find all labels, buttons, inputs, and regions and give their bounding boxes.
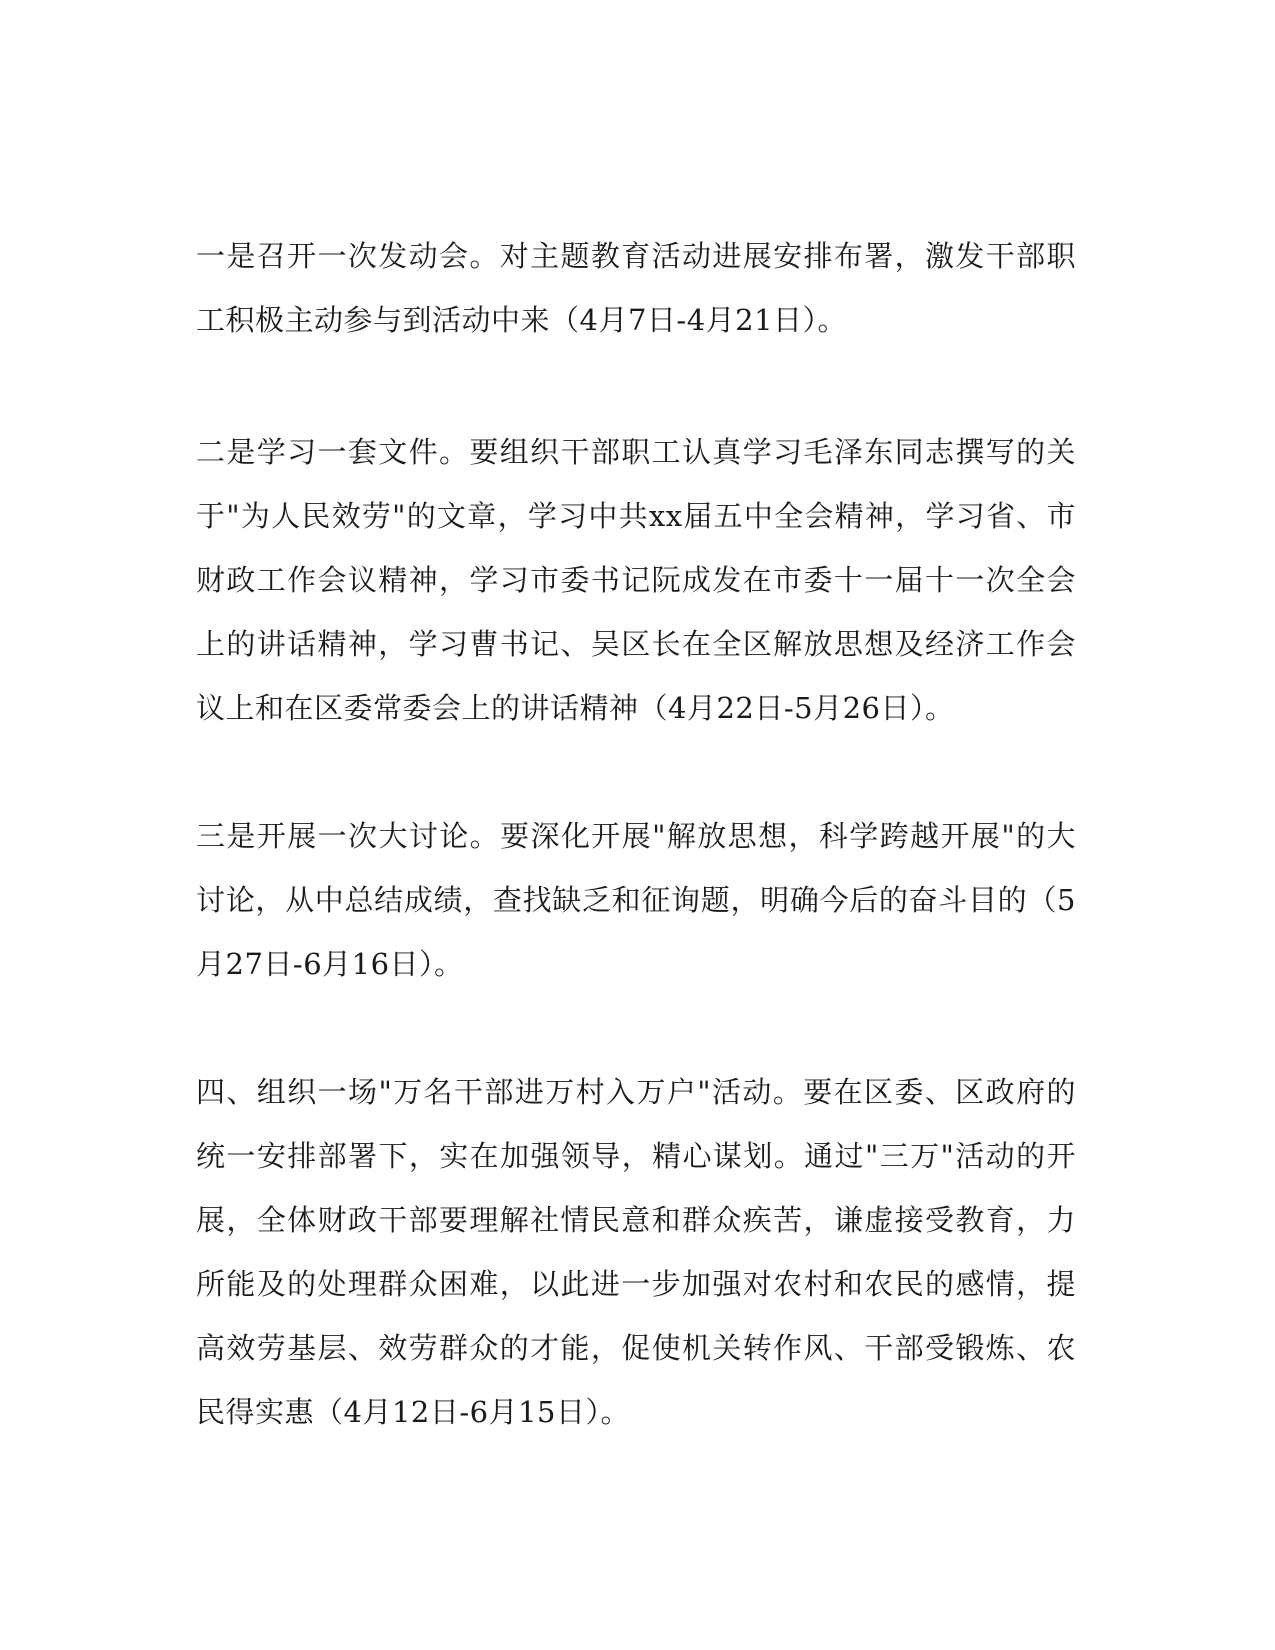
paragraph-2: 二是学习一套文件。要组织干部职工认真学习毛泽东同志撰写的关于"为人民效劳"的文章，学习中共xx届五中全会精神，学习省、市财政工作会议精神，学习市委书记阮成发在市委十一届十一次全会上的讲话精神，学习曹书记、吴区长在全区解放思想及经济工作会议上和在区委常委会上的讲话精神（4月22日-5月26日）。 [196, 435, 1076, 725]
paragraph-1: 一是召开一次发动会。对主题教育活动进展安排布署，激发干部职工积极主动参与到活动中来（4月7日-4月21日）。 [196, 239, 1076, 337]
paragraph-3: 三是开展一次大讨论。要深化开展"解放思想，科学跨越开展"的大讨论，从中总结成绩，查找缺乏和征询题，明确今后的奋斗目的（5月27日-6月16日）。 [196, 819, 1076, 981]
paragraph-4: 四、组织一场"万名干部进万村入万户"活动。要在区委、区政府的统一安排部署下，实在加强领导，精心谋划。通过"三万"活动的开展，全体财政干部要理解社情民意和群众疾苦，谦虚接受教育，力所能及的处理群众困难，以此进一步加强对农村和农民的感情，提高效劳基层、效劳群众的才能，促使机关转作风、干部受锻炼、农民得实惠（4月12日-6月15日）。 [196, 1075, 1076, 1429]
